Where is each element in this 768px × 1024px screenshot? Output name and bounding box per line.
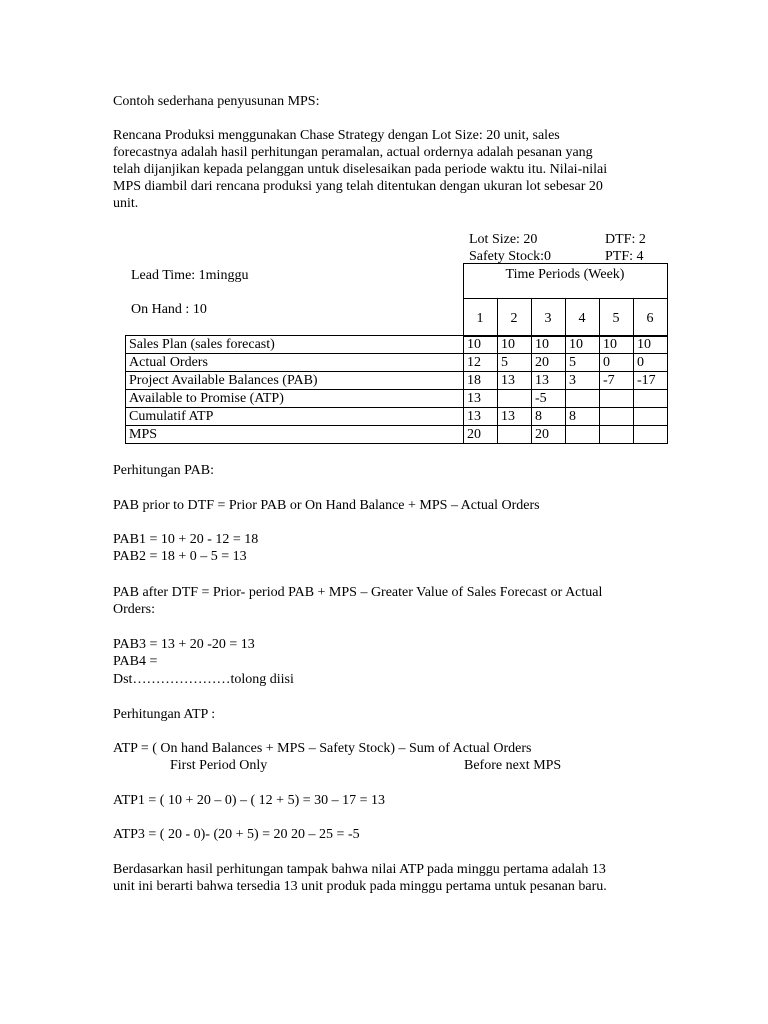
table-cell: 13 [498, 372, 532, 390]
table-row [126, 390, 668, 408]
table-row [126, 372, 668, 390]
row-label: Project Available Balances (PAB) [126, 372, 464, 390]
table-cell: 10 [634, 336, 668, 354]
table-cell: 12 [464, 354, 498, 372]
table-cell: 18 [464, 372, 498, 390]
pab-heading: Perhitungan PAB: [113, 463, 214, 478]
conclusion-line: Berdasarkan hasil perhitungan tampak bahwa nilai ATP pada minggu pertama adalah 13 [113, 862, 606, 877]
table-row [126, 426, 668, 444]
table-cell: -5 [532, 390, 566, 408]
table-cell [634, 408, 668, 426]
pab-prior-formula: PAB prior to DTF = Prior PAB or On Hand Balance + MPS – Actual Orders [113, 498, 540, 513]
pab1-calc: PAB1 = 10 + 20 - 12 = 18 [113, 532, 259, 547]
table-cell: 3 [566, 372, 600, 390]
period-header: 4 [578, 311, 586, 326]
table-cell: 5 [566, 354, 600, 372]
atp-note-first-period: First Period Only [170, 758, 268, 773]
table-cell [634, 426, 668, 444]
table-cell: 0 [634, 354, 668, 372]
table-cell: 10 [464, 336, 498, 354]
table-cell: -7 [600, 372, 634, 390]
pab-after-formula: PAB after DTF = Prior- period PAB + MPS – Greater Value of Sales Forecast or Actual [113, 585, 603, 600]
table-cell: 10 [498, 336, 532, 354]
row-label: Sales Plan (sales forecast) [126, 336, 464, 354]
table-cell: 13 [464, 390, 498, 408]
intro-line: Rencana Produksi menggunakan Chase Strategy dengan Lot Size: 20 unit, sales [113, 128, 560, 143]
atp1-calc: ATP1 = ( 10 + 20 – 0) – ( 12 + 5) = 30 – 17 = 13 [113, 793, 386, 808]
table-cell [498, 390, 532, 408]
lead-time-label: Lead Time: 1minggu [131, 268, 249, 283]
intro-paragraph [113, 127, 653, 212]
intro-heading: Contoh sederhana penyusunan MPS: [113, 94, 320, 109]
table-cell: 13 [532, 372, 566, 390]
table-cell: 0 [600, 354, 634, 372]
period-header: 5 [612, 311, 620, 326]
table-cell: 8 [566, 408, 600, 426]
pab3-calc: PAB3 = 13 + 20 -20 = 13 [113, 637, 255, 652]
atp-note-before-mps: Before next MPS [464, 758, 562, 773]
lot-size-label: Lot Size: 20 [469, 232, 538, 247]
table-cell [566, 390, 600, 408]
table-cell [634, 390, 668, 408]
atp3-calc: ATP3 = ( 20 - 0)- (20 + 5) = 20 20 – 25 = -5 [113, 827, 360, 842]
period-header: 3 [544, 311, 552, 326]
intro-line: forecastnya adalah hasil perhitungan peramalan, actual ordernya adalah pesanan yang [113, 145, 593, 160]
table-cell: 10 [600, 336, 634, 354]
row-label: Actual Orders [126, 354, 464, 372]
dst-line: Dst…………………tolong diisi [113, 672, 294, 687]
table-cell: -17 [634, 372, 668, 390]
table-cell: 13 [464, 408, 498, 426]
pab4-calc: PAB4 = [113, 654, 158, 669]
dtf-label: DTF: 2 [605, 232, 646, 247]
table-row [126, 336, 668, 354]
table-cell: 10 [532, 336, 566, 354]
intro-line: MPS diambil dari rencana produksi yang telah ditentukan dengan ukuran lot sebesar 20 [113, 179, 603, 194]
on-hand-label: On Hand : 10 [131, 302, 207, 317]
table-cell: 10 [566, 336, 600, 354]
intro-line: unit. [113, 196, 139, 211]
table-cell: 20 [532, 354, 566, 372]
table-cell [498, 426, 532, 444]
table-cell [566, 426, 600, 444]
pab2-calc: PAB2 = 18 + 0 – 5 = 13 [113, 549, 247, 564]
ptf-label: PTF: 4 [605, 249, 644, 264]
time-periods-label: Time Periods (Week) [505, 267, 625, 282]
table-cell: 20 [464, 426, 498, 444]
atp-heading: Perhitungan ATP : [113, 707, 216, 722]
table-cell [600, 408, 634, 426]
period-header: 6 [646, 311, 654, 326]
atp-formula: ATP = ( On hand Balances + MPS – Safety Stock) – Sum of Actual Orders [113, 741, 532, 756]
row-label: MPS [126, 426, 464, 444]
table-cell: 13 [498, 408, 532, 426]
conclusion-line: unit ini berarti bahwa tersedia 13 unit produk pada minggu pertama untuk pesanan baru. [113, 879, 607, 894]
safety-stock-label: Safety Stock:0 [469, 249, 552, 264]
period-header: 1 [476, 311, 484, 326]
table-cell [600, 426, 634, 444]
table-row [126, 408, 668, 426]
mps-table [125, 335, 668, 444]
intro-line: telah dijanjikan kepada pelanggan untuk diselesaikan pada periode waktu itu. Nilai-nilai [113, 162, 608, 177]
table-cell: 8 [532, 408, 566, 426]
row-label: Cumulatif ATP [126, 408, 464, 426]
period-header: 2 [510, 311, 518, 326]
table-cell: 20 [532, 426, 566, 444]
table-cell [600, 390, 634, 408]
pab-after-formula-cont: Orders: [113, 602, 155, 617]
table-row [126, 354, 668, 372]
row-label: Available to Promise (ATP) [126, 390, 464, 408]
table-cell: 5 [498, 354, 532, 372]
